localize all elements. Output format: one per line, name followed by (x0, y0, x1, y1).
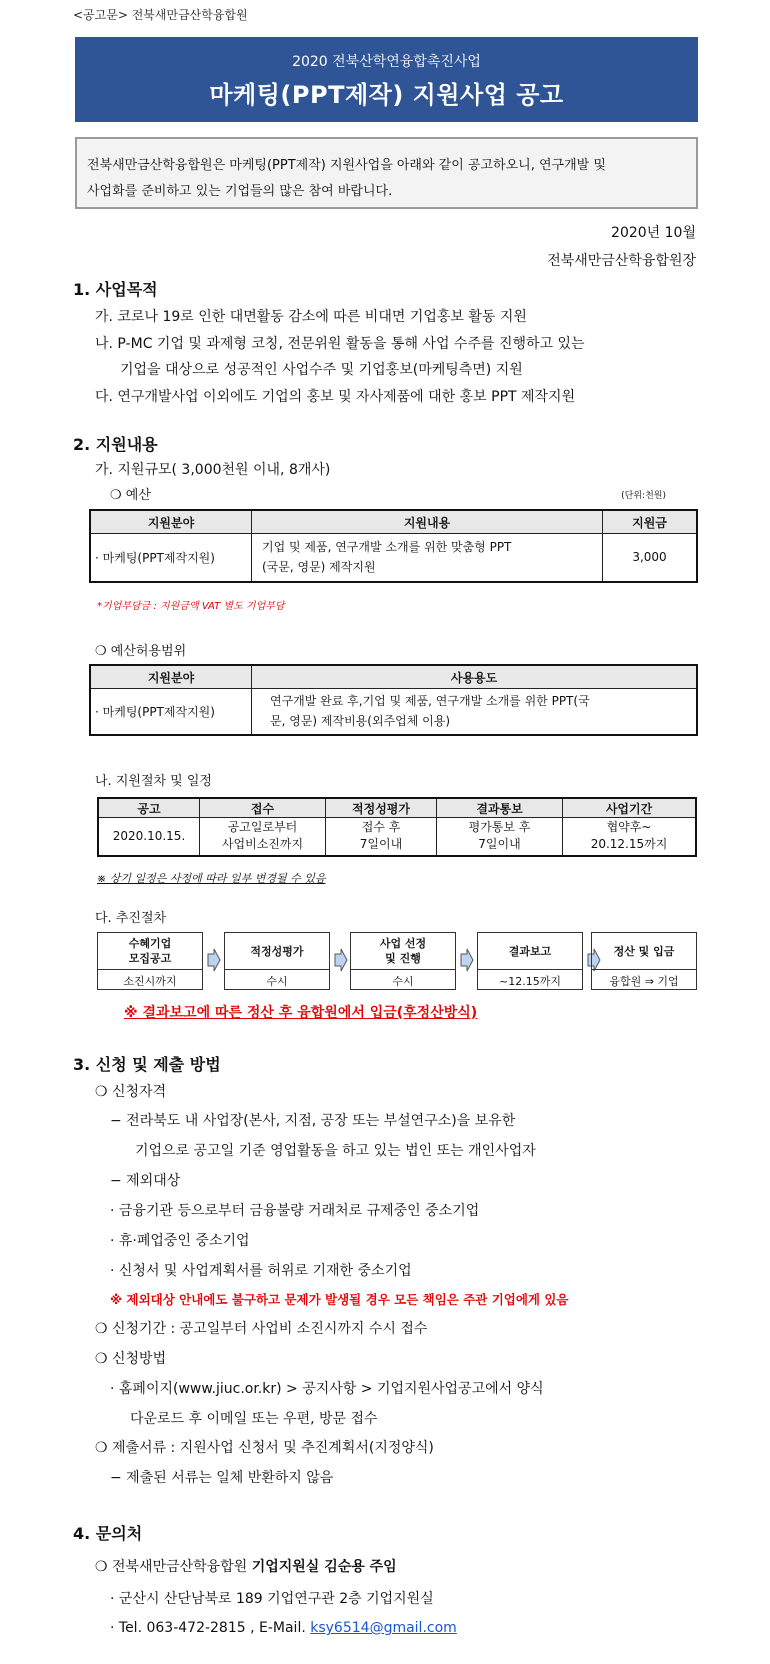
process-step-1-title-2: 모집공고 (128, 952, 172, 965)
schedule-period-l1: 협약후~ (606, 820, 652, 835)
process-step-5 (591, 932, 697, 990)
budget-amount: 3,000 (603, 534, 698, 582)
intro-box (75, 137, 698, 209)
range-use (252, 689, 698, 735)
banner-subtitle: 2020 전북산학연융합촉진사업 (292, 54, 481, 70)
schedule-result (437, 818, 563, 856)
application-period: ❍ 신청기간 : 공고일부터 사업비 소진시까지 수시 접수 (95, 1321, 428, 1337)
process-step-4 (477, 932, 583, 990)
process-note: ※ 결과보고에 따른 정산 후 융합원에서 입금(후정산방식) (124, 1005, 478, 1021)
schedule-receipt-l1: 공고일로부터 (227, 820, 298, 835)
exclusion-3: · 신청서 및 사업계획서를 허위로 기재한 중소기업 (110, 1263, 412, 1279)
schedule-eval-l2: 7일이내 (359, 837, 403, 852)
process-step-1-time: 소진시까지 (123, 974, 177, 988)
contact-address: · 군산시 산단남북로 189 기업연구관 2층 기업지원실 (110, 1591, 434, 1607)
process-step-4-title-1: 결과보고 (508, 944, 552, 958)
process-label: 다. 추진절차 (95, 911, 167, 926)
schedule-label: 나. 지원절차 및 일정 (95, 774, 212, 789)
range-use-line2: 문, 영문) 제작비용(외주업체 이용) (270, 714, 450, 729)
schedule-period (563, 818, 697, 856)
contact-tel: · Tel. 063-472-2815 , E-Mail. (110, 1620, 311, 1636)
schedule-eval (326, 818, 437, 856)
range-header-use: 사용용도 (252, 665, 698, 689)
qualification-line2: 기업으로 공고일 기준 영업활동을 하고 있는 법인 또는 개인사업자 (135, 1143, 536, 1159)
arrow-right-icon (460, 948, 474, 972)
process-flow (97, 932, 697, 992)
section-3-title: 3. 신청 및 제출 방법 (73, 1055, 221, 1074)
title-banner (75, 37, 698, 122)
sec1-item-b-line2: 기업을 대상으로 성공적인 사업수주 및 기업홍보(마케팅측면) 지원 (120, 362, 523, 378)
process-step-3-time: 수시 (392, 974, 414, 988)
application-method-label: ❍ 신청방법 (95, 1351, 167, 1367)
schedule-h-receipt: 접수 (200, 798, 326, 818)
budget-header-field: 지원분야 (90, 510, 252, 534)
schedule-h-eval: 적정성평가 (326, 798, 437, 818)
exclusion-label: − 제외대상 (110, 1173, 181, 1189)
schedule-table (97, 797, 697, 857)
arrow-right-icon (334, 948, 348, 972)
qualification-label: ❍ 신청자격 (95, 1084, 167, 1100)
range-table (89, 664, 698, 736)
exclusion-warning: ※ 제외대상 안내에도 불구하고 문제가 발생될 경우 모든 책임은 주관 기업에게 있음 (110, 1292, 569, 1307)
schedule-result-l1: 평가통보 후 (468, 820, 531, 835)
intro-line-1: 전북새만금산학융합원은 마케팅(PPT제작) 지원사업을 아래와 같이 공고하오니, 연구개발 및 (87, 158, 606, 173)
schedule-h-result: 결과통보 (437, 798, 563, 818)
application-method-line1: · 홈페이지(www.jiuc.or.kr) > 공지사항 > 기업지원사업공고에서 양식 (110, 1381, 544, 1397)
contact-person: 기업지원실 김순용 주임 (251, 1559, 397, 1575)
intro-line-2: 사업화를 준비하고 있는 기업들의 많은 참여 바랍니다. (87, 184, 393, 199)
budget-content-line1: 기업 및 제품, 연구개발 소개를 위한 맞춤형 PPT (262, 540, 512, 555)
process-step-3-title-2: 및 진행 (385, 952, 421, 965)
budget-table (89, 509, 698, 583)
budget-content-line2: (국문, 영문) 제작지원 (262, 560, 376, 575)
schedule-result-l2: 7일이내 (478, 837, 521, 852)
sec1-item-c: 다. 연구개발사업 이외에도 기업의 홍보 및 자사제품에 대한 홍보 PPT 제작지원 (95, 389, 576, 405)
schedule-eval-l1: 접수 후 (361, 820, 401, 835)
schedule-h-notice: 공고 (98, 798, 200, 818)
schedule-receipt-l2: 사업비소진까지 (221, 837, 304, 852)
schedule-h-period: 사업기간 (563, 798, 697, 818)
range-header-field: 지원분야 (90, 665, 252, 689)
unit-label: (단위:천원) (621, 491, 666, 501)
issuer: 전북새만금산학융합원장 (547, 253, 696, 269)
schedule-receipt (200, 818, 326, 856)
range-field: · 마케팅(PPT제작지원) (90, 689, 252, 735)
required-documents: ❍ 제출서류 : 지원사업 신청서 및 추진계획서(지정양식) (95, 1440, 434, 1456)
process-step-2 (224, 932, 330, 990)
sec1-item-b-line1: 나. P-MC 기업 및 과제형 코칭, 전문위원 활동을 통해 사업 수주를 진행하고 있는 (95, 336, 585, 352)
budget-content (252, 534, 603, 582)
section-2-title: 2. 지원내용 (73, 435, 158, 454)
schedule-notice: 2020.10.15. (98, 818, 200, 856)
range-use-line1: 연구개발 완료 후,기업 및 제품, 연구개발 소개를 위한 PPT(국 (270, 694, 590, 709)
documents-note: − 제출된 서류는 일체 반환하지 않음 (110, 1470, 334, 1486)
budget-header-amount: 지원금 (603, 510, 698, 534)
process-step-3-title-1: 사업 선정 (379, 937, 427, 950)
sec1-item-a: 가. 코로나 19로 인한 대면활동 감소에 따른 비대면 기업홍보 활동 지원 (95, 309, 527, 325)
contact-email-link[interactable]: ksy6514@gmail.com (310, 1620, 457, 1636)
process-step-3 (350, 932, 456, 990)
budget-label: ❍ 예산 (110, 488, 151, 503)
range-label: ❍ 예산허용범위 (95, 644, 187, 659)
process-step-5-time: 융합원 ⇒ 기업 (609, 974, 679, 988)
process-step-4-time: ~12.15까지 (499, 974, 561, 988)
process-step-1-title-1: 수혜기업 (128, 937, 172, 950)
process-step-2-time: 수시 (266, 974, 288, 988)
process-step-2-title-1: 적정성평가 (250, 944, 304, 958)
doc-tag: <공고문> 전북새만금산학융합원 (73, 8, 248, 22)
budget-note: *기업부담금 : 지원금액 VAT 별도 기업부담 (97, 601, 285, 612)
qualification-line1: − 전라북도 내 사업장(본사, 지점, 공장 또는 부설연구소)을 보유한 (110, 1113, 516, 1129)
date: 2020년 10월 (611, 225, 696, 241)
contact-tel-email (110, 1620, 457, 1636)
section-4-title: 4. 문의처 (73, 1524, 143, 1543)
exclusion-2: · 휴·폐업중인 중소기업 (110, 1233, 250, 1249)
schedule-period-l2: 20.12.15까지 (590, 837, 668, 852)
budget-field: · 마케팅(PPT제작지원) (90, 534, 252, 582)
contact-org (95, 1556, 397, 1576)
contact-org-name: ❍ 전북새만금산학융합원 (95, 1559, 252, 1575)
process-step-1 (97, 932, 203, 990)
banner-title: 마케팅(PPT제작) 지원사업 공고 (209, 81, 564, 109)
exclusion-1: · 금융기관 등으로부터 금융불량 거래처로 규제중인 중소기업 (110, 1203, 480, 1219)
application-method-line2: 다운로드 후 이메일 또는 우편, 방문 접수 (130, 1411, 378, 1427)
process-step-5-title-1: 정산 및 입금 (613, 944, 675, 958)
arrow-right-icon (207, 948, 221, 972)
support-scale: 가. 지원규모( 3,000천원 이내, 8개사) (95, 462, 331, 478)
schedule-note: ※ 상기 일정은 사정에 따라 일부 변경될 수 있음 (97, 872, 326, 885)
section-1-title: 1. 사업목적 (73, 280, 158, 299)
budget-header-content: 지원내용 (252, 510, 603, 534)
